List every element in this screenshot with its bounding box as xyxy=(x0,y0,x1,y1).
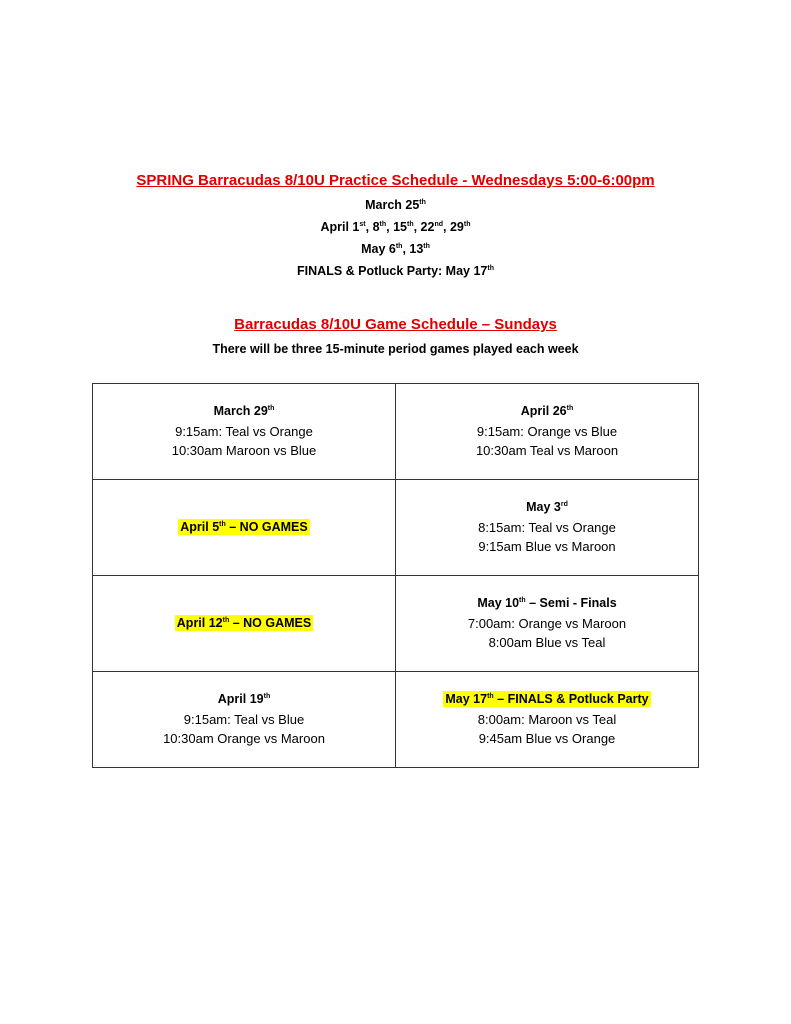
text-run: – NO GAMES xyxy=(229,615,312,630)
ordinal-suffix: th xyxy=(267,405,275,413)
text-run: April 12 xyxy=(176,615,223,630)
text-run: FINALS & Potluck Party: May 17 xyxy=(297,264,488,278)
text-run: – NO GAMES xyxy=(225,519,308,534)
practice-date-line xyxy=(0,260,791,282)
game-matchup: 7:00am: Orange vs Maroon xyxy=(467,615,627,631)
game-section xyxy=(0,316,791,356)
game-date xyxy=(396,498,698,518)
text-run: April 19 xyxy=(217,692,264,707)
ordinal-suffix: th xyxy=(222,616,230,624)
ordinal-suffix: th xyxy=(519,597,526,605)
text-run: March 25 xyxy=(365,198,420,212)
practice-date-line xyxy=(0,238,791,260)
text-run: , 29 xyxy=(443,220,464,234)
highlighted-date xyxy=(175,615,313,631)
game-matchup: 10:30am Teal vs Maroon xyxy=(475,443,619,459)
text-run: , 22 xyxy=(413,220,435,234)
text-run: May 6 xyxy=(361,242,396,256)
schedule-cell xyxy=(396,672,699,768)
practice-dates xyxy=(0,194,791,282)
ordinal-suffix: th xyxy=(263,693,271,701)
ordinal-suffix: th xyxy=(219,520,226,528)
practice-title: SPRING Barracudas 8/10U Practice Schedule - Wednesdays 5:00-6:00pm xyxy=(136,172,655,189)
game-matchup: 9:15am: Orange vs Blue xyxy=(476,423,618,439)
text-run: , 15 xyxy=(386,220,407,234)
schedule-cell xyxy=(93,480,396,576)
ordinal-suffix: th xyxy=(423,242,430,250)
game-date xyxy=(93,614,395,634)
practice-date-line xyxy=(0,194,791,216)
game-matchup: 10:30am Maroon vs Blue xyxy=(171,443,317,459)
game-matchup: 10:30am Orange vs Maroon xyxy=(163,731,325,747)
text-run: May 3 xyxy=(526,500,561,515)
ordinal-suffix: th xyxy=(487,693,494,701)
highlighted-date xyxy=(443,691,650,707)
schedule-row xyxy=(93,672,699,768)
game-matchup: 9:15am: Teal vs Blue xyxy=(183,711,305,727)
game-schedule-title: Barracudas 8/10U Game Schedule – Sundays xyxy=(234,316,557,333)
practice-section xyxy=(0,172,791,282)
highlighted-date xyxy=(178,519,309,535)
game-date xyxy=(396,690,698,710)
game-schedule-subtitle: There will be three 15-minute period games played each week xyxy=(212,342,579,356)
game-schedule-table xyxy=(92,383,699,768)
game-date xyxy=(93,690,395,710)
text-run: – FINALS & Potluck Party xyxy=(493,692,649,707)
schedule-row xyxy=(93,480,699,576)
game-date xyxy=(396,594,698,614)
game-matchup: 9:15am Blue vs Maroon xyxy=(478,539,616,555)
text-run: May 17 xyxy=(445,692,488,707)
text-run: March 29 xyxy=(213,404,268,419)
ordinal-suffix: th xyxy=(407,220,414,228)
text-run: April 1 xyxy=(320,220,360,234)
game-matchup: 8:00am: Maroon vs Teal xyxy=(477,711,617,727)
ordinal-suffix: th xyxy=(379,220,387,228)
text-run: , 13 xyxy=(402,242,424,256)
text-run: , 8 xyxy=(365,220,380,234)
ordinal-suffix: th xyxy=(419,198,426,206)
ordinal-suffix: th xyxy=(566,405,574,413)
schedule-cell xyxy=(93,672,396,768)
ordinal-suffix: rd xyxy=(560,501,568,509)
schedule-cell xyxy=(93,576,396,672)
ordinal-suffix: nd xyxy=(434,220,444,228)
ordinal-suffix: th xyxy=(463,220,471,228)
ordinal-suffix: th xyxy=(395,242,403,250)
ordinal-suffix: st xyxy=(359,220,366,228)
schedule-cell xyxy=(396,576,699,672)
game-matchup: 9:45am Blue vs Orange xyxy=(478,731,616,747)
schedule-cell xyxy=(396,480,699,576)
game-date xyxy=(396,402,698,422)
ordinal-suffix: th xyxy=(487,264,494,272)
schedule-cell xyxy=(93,384,396,480)
practice-date-line xyxy=(0,216,791,238)
game-date xyxy=(93,518,395,538)
game-matchup: 9:15am: Teal vs Orange xyxy=(175,423,313,439)
game-matchup: 8:15am: Teal vs Orange xyxy=(478,519,616,535)
text-run: April 26 xyxy=(520,404,567,419)
schedule-cell xyxy=(396,384,699,480)
text-run: April 5 xyxy=(180,519,220,534)
schedule-row xyxy=(93,384,699,480)
text-run: – Semi - Finals xyxy=(525,596,617,611)
schedule-row xyxy=(93,576,699,672)
text-run: May 10 xyxy=(477,596,520,611)
game-matchup: 8:00am Blue vs Teal xyxy=(488,635,606,651)
game-date xyxy=(93,402,395,422)
